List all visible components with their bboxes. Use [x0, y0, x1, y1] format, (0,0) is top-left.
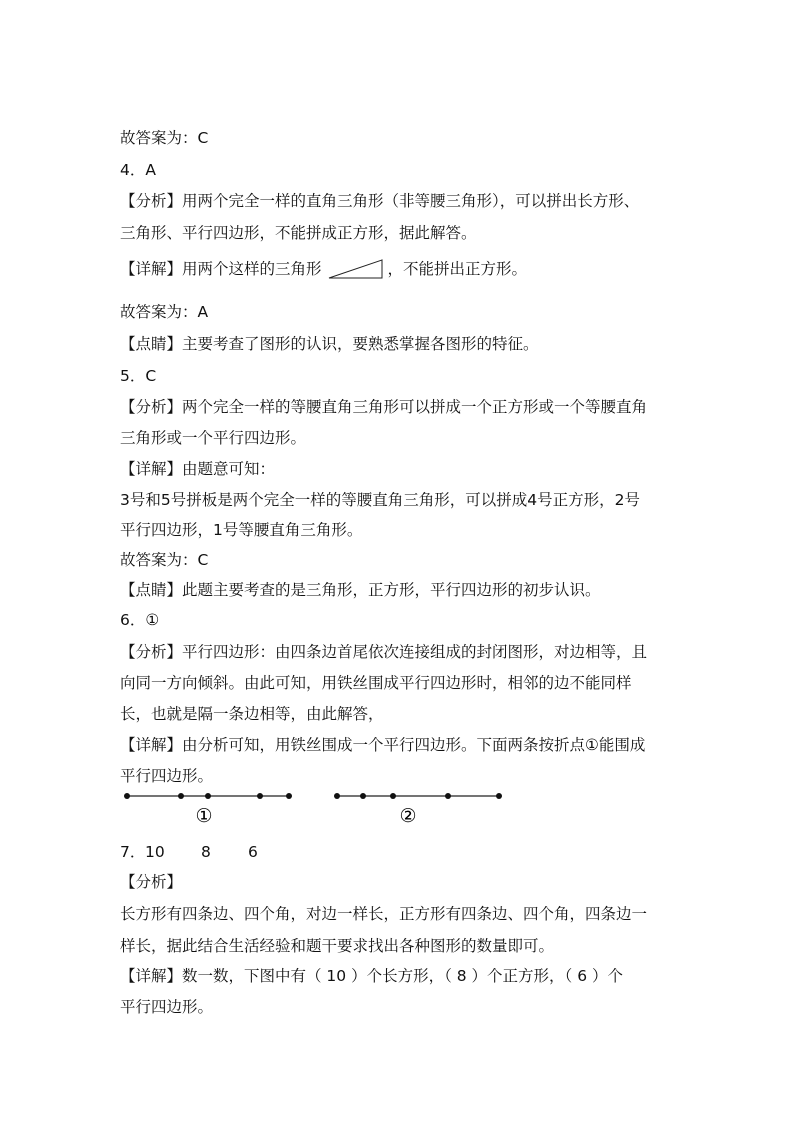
analysis-4-line-1: 【分析】用两个完全一样的直角三角形（非等腰三角形），可以拼出长方形、	[120, 192, 640, 210]
detail-6-line-1: 【详解】由分析可知，用铁丝围成一个平行四边形。下面两条按折点①能围成	[120, 736, 646, 754]
analysis-6-line-1: 【分析】平行四边形：由四条边首尾依次连接组成的封闭图形，对边相等，且	[120, 643, 648, 661]
segment-1-label: ①	[195, 805, 213, 827]
analysis-6-line-2: 向同一方向倾斜。由此可知，用铁丝围成平行四边形时，相邻的边不能同样	[120, 674, 632, 692]
answer-line-5: 故答案为：C	[120, 551, 209, 569]
analysis-7-heading: 【分析】	[120, 873, 183, 891]
segment-1	[124, 793, 292, 827]
comment-5: 【点睛】此题主要考查的是三角形，正方形，平行四边形的初步认识。	[120, 581, 601, 599]
analysis-6-line-3: 长，也就是隔一条边相等，由此解答，	[120, 705, 384, 723]
question-7-answer-parallelograms: 6	[248, 843, 258, 861]
question-7-answer-rectangles: 10	[145, 843, 165, 861]
detail-4-text-after: ，不能拼出正方形。	[387, 260, 528, 278]
question-6-answer: 6．①	[120, 611, 160, 629]
detail-5-line-2: 3号和5号拼板是两个完全一样的等腰直角三角形，可以拼成4号正方形，2号	[120, 491, 640, 509]
segment-2	[334, 793, 502, 827]
segment-2-label: ②	[399, 805, 417, 827]
analysis-4-line-2: 三角形、平行四边形，不能拼成正方形，据此解答。	[120, 224, 477, 242]
detail-5-line-1: 【详解】由题意可知：	[120, 460, 276, 478]
question-7-answer-squares: 8	[201, 843, 211, 861]
detail-4-text-before: 【详解】用两个这样的三角形	[120, 260, 322, 278]
analysis-7-line-1: 长方形有四条边、四个角，对边一样长，正方形有四条边、四个角，四条边一	[120, 905, 648, 923]
detail-7-line-2: 平行四边形。	[120, 998, 214, 1016]
comment-4: 【点睛】主要考查了图形的认识，要熟悉掌握各图形的特征。	[120, 335, 539, 353]
analysis-7-line-2: 样长，据此结合生活经验和题干要求找出各种图形的数量即可。	[120, 937, 555, 955]
detail-4	[120, 258, 700, 280]
detail-7-line-1: 【详解】数一数，下图中有（ 10 ）个长方形，（ 8 ）个正方形，（ 6 ）个	[120, 967, 624, 985]
question-7-number: 7．	[120, 843, 146, 861]
analysis-5-line-2: 三角形或一个平行四边形。	[120, 429, 307, 447]
right-triangle-figure	[328, 258, 384, 280]
question-4-answer: 4．A	[120, 161, 156, 179]
answer-line-3: 故答案为：C	[120, 129, 209, 147]
analysis-5-line-1: 【分析】两个完全一样的等腰直角三角形可以拼成一个正方形或一个等腰直角	[120, 398, 648, 416]
question-5-answer: 5．C	[120, 367, 157, 385]
wire-segments-figure	[118, 784, 518, 834]
answer-line-4: 故答案为：A	[120, 303, 209, 321]
detail-5-line-3: 平行四边形，1号等腰直角三角形。	[120, 521, 363, 539]
detail-6-line-2: 平行四边形。	[120, 767, 214, 785]
